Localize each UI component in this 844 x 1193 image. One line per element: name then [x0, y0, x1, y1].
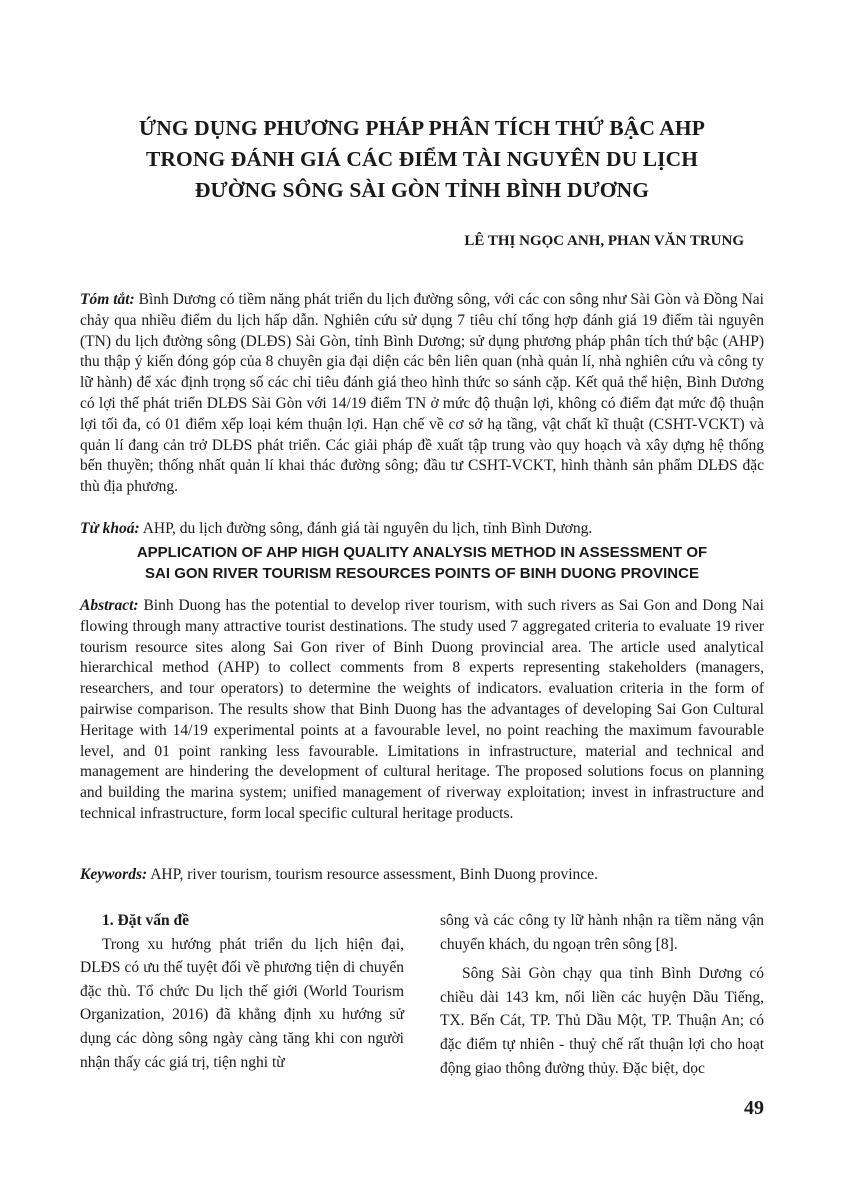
page-number: 49 — [744, 1097, 764, 1119]
title-line-2: TRONG ĐÁNH GIÁ CÁC ĐIỂM TÀI NGUYÊN DU LỊCH — [145, 147, 699, 171]
abstract-en-label: Abstract: — [80, 597, 139, 614]
keywords-vietnamese — [80, 519, 764, 540]
body-column-right — [440, 909, 764, 1080]
abstract-vn-label: Tóm tắt: — [80, 291, 135, 308]
english-title-line-1: APPLICATION OF AHP HIGH QUALITY ANALYSIS METHOD IN ASSESSMENT OF — [136, 544, 708, 561]
abstract-english — [80, 596, 764, 825]
abstract-vn-text: Bình Dương có tiềm năng phát triển du lịch đường sông, với các con sông như Sài Gòn và Đồng Nai chảy qua nhiều điểm du lịch hấp dẫn. Nghiên cứu sử dụng 7 tiêu chí tổng hợp đánh giá 19 điểm tài nguyên (TN) du lịch đường sông (DLĐS) Sài Gòn, tỉnh Bình Dương; sử dụng phương pháp phân tích thứ bậc (AHP) thu thập ý kiến đóng góp của 8 chuyên gia đại diện các bên liên quan (nhà quản lí, nhà nghiên cứu và công ty lữ hành) để xác định trọng số các chỉ tiêu đánh giá theo hình thức so sánh cặp. Kết quả thể hiện, Bình Dương có lợi thế phát triển DLĐS Sài Gòn với 14/19 điểm TN ở mức độ thuận lợi, không có điểm đạt mức độ thuận lợi tối đa, có 01 điểm xếp loại kém thuận lợi. Hạn chế về cơ sở hạ tầng, vật chất kĩ thuật (CSHT-VCKT) và quản lí đang cản trở DLĐS phát triển. Các giải pháp đề xuất tập trung vào quy hoạch và xây dựng hệ thống bến thuyền; thống nhất quản lí khai thác đường sông; đầu tư CSHT-VCKT, hình thành sản phẩm DLĐS đặc thù địa phương. — [80, 291, 764, 496]
authors: LÊ THỊ NGỌC ANH, PHAN VĂN TRUNG — [464, 233, 744, 249]
body-paragraph: Sông Sài Gòn chạy qua tỉnh Bình Dương có chiều dài 143 km, nối liền các huyện Dầu Tiếng, TX. Bến Cát, TP. Thủ Dầu Một, TP. Thuận An; có đặc điểm tự nhiên - thuỷ chế rất thuận lợi cho hoạt động giao thông đường thủy. Đặc biệt, dọc — [440, 965, 764, 1077]
abstract-vietnamese — [80, 290, 764, 498]
section-heading: 1. Đặt vấn đề — [102, 912, 189, 929]
keywords-en-text: AHP, river tourism, tourism resource assessment, Binh Duong province. — [147, 866, 598, 883]
keywords-vn-label: Từ khoá: — [80, 520, 140, 537]
body-column-left — [80, 909, 404, 1074]
keywords-en-label: Keywords: — [80, 866, 148, 883]
keywords-english — [80, 865, 764, 886]
paper-title — [60, 113, 784, 206]
title-line-1: ỨNG DỤNG PHƯƠNG PHÁP PHÂN TÍCH THỨ BẬC AHP — [139, 116, 705, 140]
keywords-vn-text: AHP, du lịch đường sông, đánh giá tài nguyên du lịch, tỉnh Bình Dương. — [139, 520, 593, 537]
title-line-3: ĐƯỜNG SÔNG SÀI GÒN TỈNH BÌNH DƯƠNG — [194, 178, 650, 202]
body-paragraph: Trong xu hướng phát triển du lịch hiện đại, DLĐS có ưu thế tuyệt đối về phương tiện di chuyển đặc thù. Tổ chức Du lịch thế giới (World Tourism Organization, 2016) đã khẳng định xu hướng sử dụng các dòng sông ngày càng tăng khi con người nhận thấy các giá trị, tiện nghi từ — [80, 935, 404, 1071]
body-paragraph-continued: sông và các công ty lữ hành nhận ra tiềm năng vận chuyển khách, du ngoạn trên sông [8]. — [440, 912, 764, 953]
english-title-line-2: SAI GON RIVER TOURISM RESOURCES POINTS OF BINH DUONG PROVINCE — [145, 565, 699, 582]
abstract-en-text: Binh Duong has the potential to develop river tourism, with such rivers as Sai Gon and Dong Nai flowing through many attractive tourist destinations. The study used 7 aggregated criteria to evaluate 19 river tourism resource sites along Sai Gon river of Binh Duong provincial area. The article used analytical hierarchical method (AHP) to collect comments from 8 experts representing stakeholders (managers, researchers, and tour operators) to determine the weights of indicators. evaluation criteria in the form of pairwise comparison. The results show that Binh Duong has the advantages of developing Sai Gon Cultural Heritage with 14/19 experimental points at a favourable level, no point reaching the maximum favourable level, and 01 point ranking less favourable. Limitations in infrastructure, material and technical and management are hindering the development of cultural heritage. The proposed solutions focus on planning and building the marina system; unified management of riverway exploitation; invest in infrastructure and technical infrastructure, form local specific cultural heritage products. — [80, 597, 764, 822]
english-title — [60, 542, 784, 584]
